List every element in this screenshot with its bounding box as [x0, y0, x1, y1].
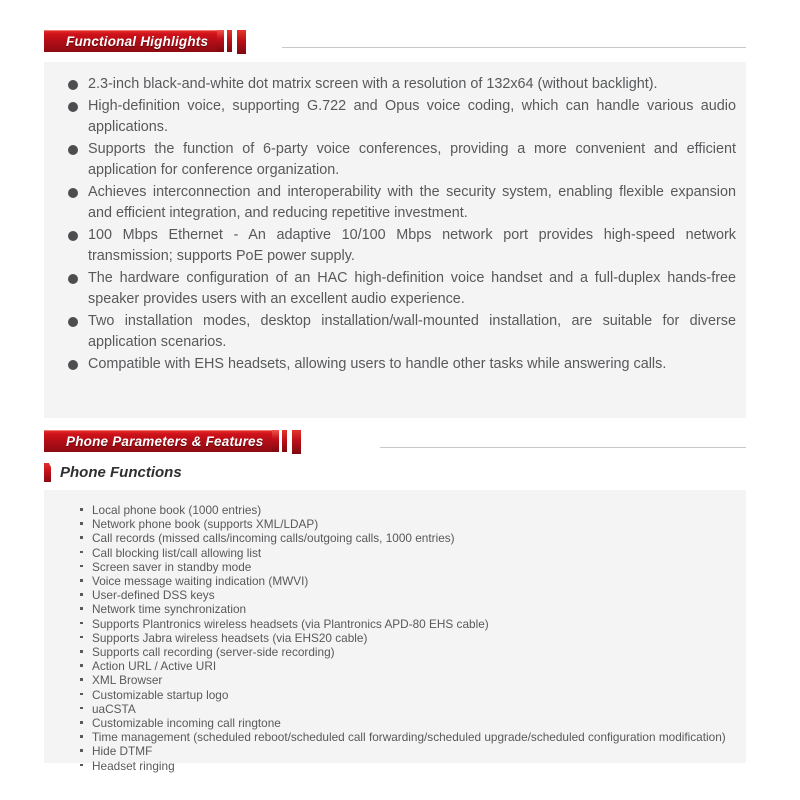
- list-item-text: The hardware configuration of an HAC high-definition voice handset and a full-duplex hands-free speaker provides users with an excellent audio experience.: [88, 269, 736, 307]
- list-item: [68, 139, 736, 182]
- list-item-text: Achieves interconnection and interoperability with the security system, enabling flexible expansion and efficient integration, and reducing repetitive investment.: [88, 183, 736, 221]
- list-item: [78, 688, 738, 702]
- list-item-text: Action URL / Active URI: [92, 659, 217, 674]
- list-item: [78, 617, 738, 631]
- list-item: [78, 531, 738, 545]
- list-item: [78, 673, 738, 687]
- banner-accent-large-icon: [237, 30, 246, 54]
- functional-highlights-list: [68, 74, 736, 375]
- bullet-dot-icon: [80, 522, 83, 525]
- banner-ribbon: [44, 30, 224, 52]
- bullet-dot-icon: [80, 636, 83, 639]
- bullet-dot-icon: [80, 593, 83, 596]
- phone-functions-list: [78, 503, 738, 773]
- list-item: [68, 74, 736, 96]
- list-item-text: 2.3-inch black-and-white dot matrix screen with a resolution of 132x64 (without backlight).: [88, 76, 658, 92]
- list-item-text: Headset ringing: [92, 758, 175, 773]
- list-item-text: Customizable incoming call ringtone: [92, 716, 281, 731]
- list-item: [68, 96, 736, 139]
- list-item: [78, 588, 738, 602]
- bullet-circle-icon: [68, 231, 78, 241]
- list-item-text: Supports the function of 6-party voice conferences, providing a more convenient and efficient application for conference organization.: [88, 140, 736, 178]
- list-item: [78, 574, 738, 588]
- bullet-dot-icon: [80, 551, 83, 554]
- list-item: [78, 759, 738, 773]
- list-item: [78, 702, 738, 716]
- list-item: [78, 503, 738, 517]
- section-banner-phone-parameters: [44, 430, 301, 452]
- list-item: [68, 268, 736, 311]
- list-item: [68, 182, 736, 225]
- list-item: [68, 225, 736, 268]
- list-item: [78, 659, 738, 673]
- list-item-text: Supports Jabra wireless headsets (via EHS20 cable): [92, 630, 368, 645]
- list-item-text: Network time synchronization: [92, 602, 247, 617]
- banner-divider-rule: [282, 47, 746, 48]
- bullet-dot-icon: [80, 664, 83, 667]
- bullet-dot-icon: [80, 579, 83, 582]
- bullet-circle-icon: [68, 360, 78, 370]
- list-item-text: Screen saver in standby mode: [92, 559, 252, 574]
- subheading-phone-functions: [44, 463, 182, 482]
- bullet-dot-icon: [80, 607, 83, 610]
- list-item-text: Supports Plantronics wireless headsets (via Plantronics APD-80 EHS cable): [92, 616, 489, 631]
- list-item-text: XML Browser: [92, 673, 163, 688]
- list-item: [78, 631, 738, 645]
- banner-title: Phone Parameters & Features: [66, 433, 264, 449]
- list-item-text: Network phone book (supports XML/LDAP): [92, 517, 319, 532]
- bullet-circle-icon: [68, 80, 78, 90]
- list-item: [68, 354, 736, 376]
- banner-accent-small-icon: [282, 430, 287, 452]
- list-item-text: Two installation modes, desktop installation/wall-mounted installation, are suitable for diverse application scenarios.: [88, 312, 736, 350]
- bullet-circle-icon: [68, 274, 78, 284]
- bullet-circle-icon: [68, 145, 78, 155]
- list-item-text: Customizable startup logo: [92, 687, 229, 702]
- bullet-dot-icon: [80, 565, 83, 568]
- subheading-text: Phone Functions: [60, 464, 182, 481]
- bullet-dot-icon: [80, 721, 83, 724]
- list-item: [78, 517, 738, 531]
- list-item: [78, 744, 738, 758]
- bullet-dot-icon: [80, 764, 83, 767]
- list-item-text: 100 Mbps Ethernet - An adaptive 10/100 Mbps network port provides high-speed network transmission; supports PoE power supply.: [88, 226, 736, 264]
- bullet-dot-icon: [80, 650, 83, 653]
- bullet-dot-icon: [80, 678, 83, 681]
- bullet-dot-icon: [80, 508, 83, 511]
- bullet-dot-icon: [80, 707, 83, 710]
- list-item-text: Local phone book (1000 entries): [92, 503, 262, 517]
- banner-accent-large-icon: [292, 430, 301, 454]
- bookmark-marker-icon: [44, 463, 51, 482]
- bullet-dot-icon: [80, 693, 83, 696]
- bullet-circle-icon: [68, 317, 78, 327]
- list-item: [78, 716, 738, 730]
- list-item-text: Call records (missed calls/incoming calls/outgoing calls, 1000 entries): [92, 531, 455, 546]
- list-item-text: Hide DTMF: [92, 744, 153, 759]
- section-banner-functional-highlights: [44, 30, 246, 52]
- list-item-text: Time management (scheduled reboot/scheduled call forwarding/scheduled upgrade/scheduled configuration modification): [92, 730, 726, 745]
- bullet-circle-icon: [68, 102, 78, 112]
- banner-ribbon: [44, 430, 279, 452]
- list-item: [78, 546, 738, 560]
- banner-title: Functional Highlights: [66, 33, 209, 49]
- banner-accent-small-icon: [227, 30, 232, 52]
- list-item-text: High-definition voice, supporting G.722 and Opus voice coding, which can handle various audio applications.: [88, 97, 736, 135]
- bullet-dot-icon: [80, 622, 83, 625]
- list-item-text: User-defined DSS keys: [92, 588, 215, 603]
- list-item: [78, 560, 738, 574]
- list-item: [78, 602, 738, 616]
- list-item-text: Supports call recording (server-side recording): [92, 645, 335, 660]
- list-item-text: Voice message waiting indication (MWVI): [92, 574, 309, 589]
- bullet-circle-icon: [68, 188, 78, 198]
- bullet-dot-icon: [80, 536, 83, 539]
- list-item: [78, 730, 738, 744]
- list-item-text: Call blocking list/call allowing list: [92, 545, 262, 560]
- bullet-dot-icon: [80, 735, 83, 738]
- list-item: [68, 311, 736, 354]
- list-item-text: Compatible with EHS headsets, allowing users to handle other tasks while answering calls.: [88, 355, 667, 372]
- list-item: [78, 645, 738, 659]
- list-item-text: uaCSTA: [92, 701, 136, 716]
- banner-divider-rule: [380, 447, 746, 448]
- bullet-dot-icon: [80, 749, 83, 752]
